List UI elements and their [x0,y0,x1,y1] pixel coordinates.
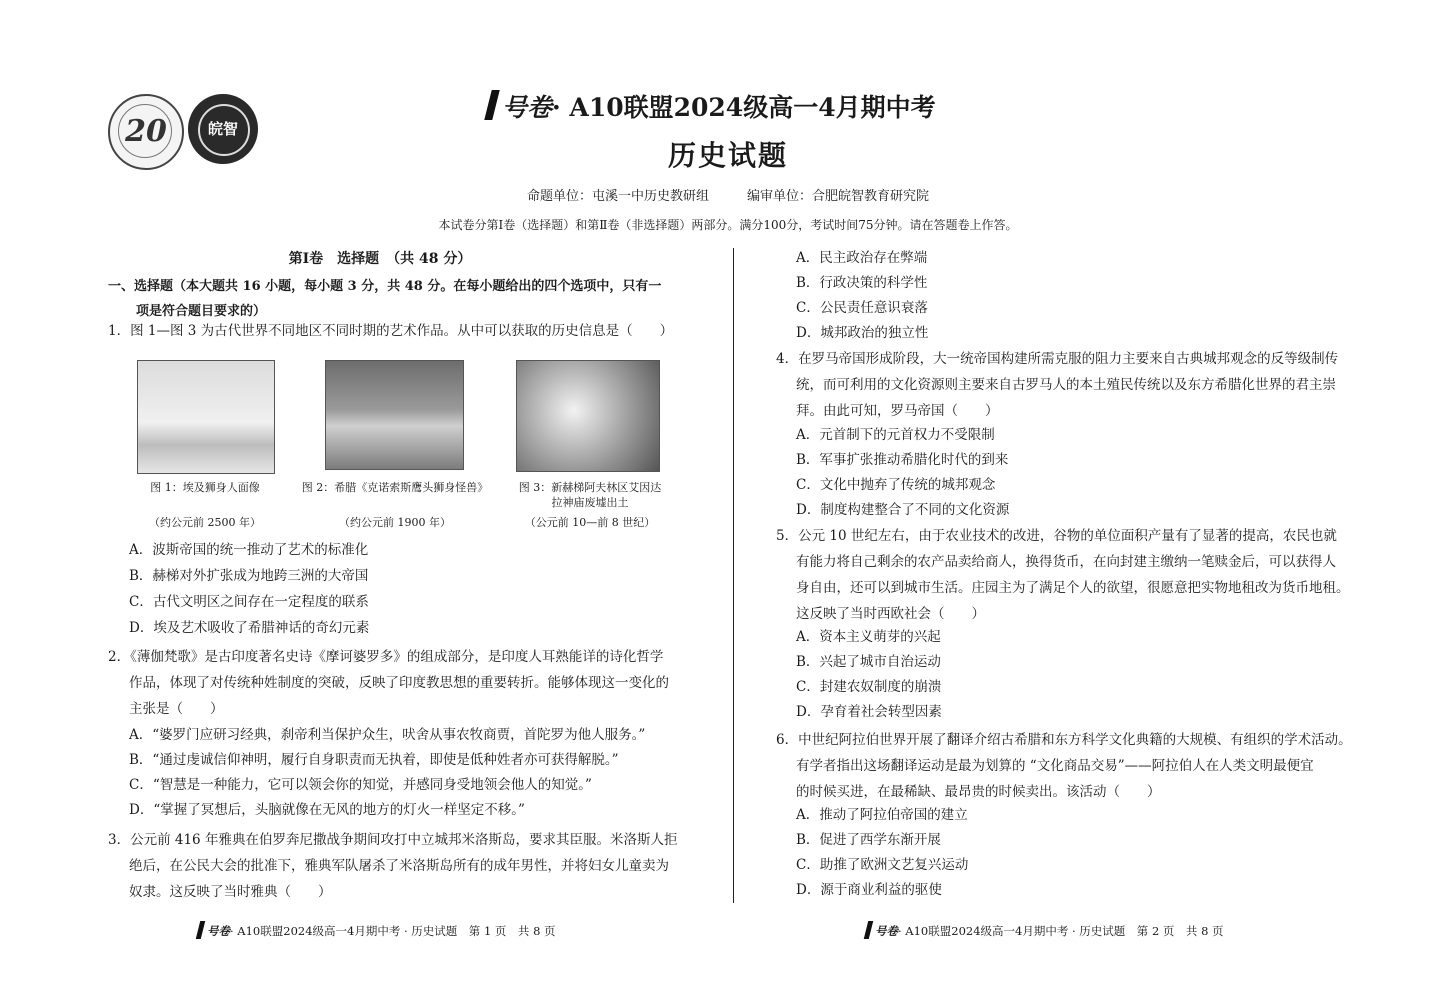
question-5-line: 有能力将自己剩余的农产品卖给商人，换得货币，在向封建主缴纳一笔赎金后，可以获得人 [796,554,1336,570]
footer-brand: 号卷 [875,924,898,938]
brand-name: 号卷 [502,93,553,122]
exam-title-text: · A10联盟2024级高一4月期中考 [552,93,936,122]
figure-1-caption: 图 1：埃及狮身人面像 [150,481,260,494]
question-5-line: 身自由，还可以到城市生活。庄园主为了满足个人的欲望，很愿意把实物地租改为货币地租。 [796,580,1350,596]
figure-3-caption-line: 图 3：新赫梯阿夫林区艾因达 [518,481,662,494]
sphinx-image [137,360,275,474]
option-c[interactable]: C．文化中抛弃了传统的城邦观念 [796,477,996,493]
question-1-options [129,538,369,641]
question-2-line: 2．《薄伽梵歌》是古印度著名史诗《摩诃婆罗多》的组成部分，是印度人耳熟能详的诗化哲学 [108,649,664,665]
option-d[interactable]: D．制度构建整合了不同的文化资源 [796,502,1010,518]
option-c[interactable]: C．“智慧是一种能力，它可以领会你的知觉，并感同身受地领会他人的知觉。” [129,777,592,793]
footer-text: · A10联盟2024级高一4月期中考 · 历史试题 第 2 页 共 8 页 [898,924,1224,938]
option-d[interactable]: D．“掌握了冥想后，头脑就像在无风的地方的灯火一样坚定不移。” [129,802,525,818]
column-divider [733,248,734,903]
option-a[interactable]: A．资本主义萌芽的兴起 [796,629,941,645]
question-1-stem: 1．图 1—图 3 为古代世界不同地区不同时期的艺术作品。从中可以获取的历史信息是（ ） [108,323,674,339]
figure-3-date: （公元前 10—前 8 世纪） [524,516,656,529]
option-a[interactable]: A．民主政治存在弊端 [796,250,928,266]
question-3-line: 3．公元前 416 年雅典在伯罗奔尼撒战争期间攻打中立城邦米洛斯岛，要求其臣服。米洛斯人拒 [108,832,678,848]
option-d[interactable]: D．城邦政治的独立性 [796,325,929,341]
question-4-line: 4．在罗马帝国形成阶段，大一统帝国构建所需克服的阻力主要来自古典城邦观念的反等级制传 [776,351,1339,367]
section-instructions [108,274,688,324]
option-d[interactable]: D．孕育着社会转型因素 [796,704,942,720]
figure-3-caption [505,480,675,510]
review-unit: 编审单位：合肥皖智教育研究院 [747,189,930,204]
question-6-line: 6．中世纪阿拉伯世界开展了翻译介绍古希腊和东方科学文化典籍的大规模、有组织的学术活动。 [776,732,1352,748]
option-b[interactable]: B．“通过虔诚信仰神明，履行自身职责而无执着，即使是低种姓者亦可获得解脱。” [129,752,619,768]
question-6-options [796,803,968,903]
question-2-options [129,723,645,823]
question-3-line: 奴隶。这反映了当时雅典（ ） [129,884,332,900]
question-3-line: 绝后，在公民大会的批准下，雅典军队屠杀了米洛斯岛所有的成年男性，并将妇女儿童卖为 [129,858,669,874]
logo-number: 20 [125,114,167,149]
question-6 [776,727,1352,805]
option-c[interactable]: C．古代文明区之间存在一定程度的联系 [129,594,369,610]
option-a[interactable]: A．元首制下的元首权力不受限制 [796,427,995,443]
authoring-units [0,185,1456,204]
option-b[interactable]: B．行政决策的科学性 [796,275,928,291]
question-5 [776,523,1350,627]
question-4-line: 统，而可利用的文化资源则主要来自古罗马人的本土殖民传统以及东方希腊化世界的君主崇 [796,377,1336,393]
instruction-line: 项是符合题目要求的） [136,304,267,319]
footer-text: · A10联盟2024级高一4月期中考 · 历史试题 第 1 页 共 8 页 [230,924,556,938]
section-title: 第Ⅰ卷 选择题 （共 48 分） [288,251,472,267]
question-3 [108,827,677,905]
temple-sphinx-image [516,360,660,472]
figure-2-caption: 图 2：希腊《克诺索斯鹰头狮身怪兽》 [301,481,489,494]
question-6-line: 的时候买进，在最稀缺、最昂贵的时候卖出。该活动（ ） [796,784,1161,800]
option-a[interactable]: A．波斯帝国的统一推动了艺术的标准化 [129,542,369,558]
footer-brand: 号卷 [207,924,230,938]
brand-stroke-icon [196,921,205,939]
option-a[interactable]: A．“婆罗门应研习经典，刹帝利当保护众生，吠舍从事农牧商贾，首陀罗为他人服务。” [129,727,646,743]
option-b[interactable]: B．军事扩张推动希腊化时代的到来 [796,452,1009,468]
option-d[interactable]: D．源于商业利益的驱使 [796,882,942,898]
question-2-line: 主张是（ ） [129,701,224,717]
option-d[interactable]: D．埃及艺术吸收了希腊神话的奇幻元素 [129,620,370,636]
option-a[interactable]: A．推动了阿拉伯帝国的建立 [796,807,968,823]
authoring-unit: 命题单位：屯溪一中历史教研组 [526,189,709,204]
question-5-line: 这反映了当时西欧社会（ ） [796,606,985,622]
brand-stroke-icon [864,921,873,939]
option-c[interactable]: C．助推了欧洲文艺复兴运动 [796,857,969,873]
exam-notice: 本试卷分第Ⅰ卷（选择题）和第Ⅱ卷（非选择题）两部分。满分100分，考试时间75分钟。请在答题卷上作答。 [438,218,1018,232]
question-3-options [796,246,928,346]
brand-stroke-icon [484,90,499,120]
question-2-line: 作品，体现了对传统种姓制度的突破，反映了印度教思想的重要转折。能够体现这一变化的 [129,675,669,691]
option-b[interactable]: B．兴起了城市自治运动 [796,654,941,670]
question-4 [776,346,1338,424]
question-5-line: 5．公元 10 世纪左右，由于农业技术的改进，谷物的单位面积产量有了显著的提高，农民也就 [776,528,1337,544]
figure-2-date: （约公元前 1900 年） [339,516,451,529]
exam-title [488,88,988,124]
question-6-line: 有学者指出这场翻译运动是最为划算的 “文化商品交易”——阿拉伯人在人类文明最便宜 [796,758,1314,774]
option-c[interactable]: C．封建农奴制度的崩溃 [796,679,942,695]
logo-text: 皖智 [207,120,238,138]
page-footer-left [198,921,556,939]
option-c[interactable]: C．公民责任意识衰落 [796,300,928,316]
page-footer-right [866,921,1224,939]
question-5-options [796,625,942,725]
figure-3-caption-line: 拉神庙废墟出土 [551,496,629,509]
griffin-fresco-image [325,360,464,470]
option-b[interactable]: B．促进了西学东渐开展 [796,832,941,848]
question-4-options [796,423,1009,523]
figure-1-date: （约公元前 2500 年） [149,516,261,529]
subject-title: 历史试题 [667,139,788,172]
option-b[interactable]: B．赫梯对外扩张成为地跨三洲的大帝国 [129,568,369,584]
question-2 [108,644,669,722]
question-4-line: 拜。由此可知，罗马帝国（ ） [796,403,999,419]
instruction-line: 一、选择题（本大题共 16 小题，每小题 3 分，共 48 分。在每小题给出的四个选项中，只有一 [108,279,662,294]
